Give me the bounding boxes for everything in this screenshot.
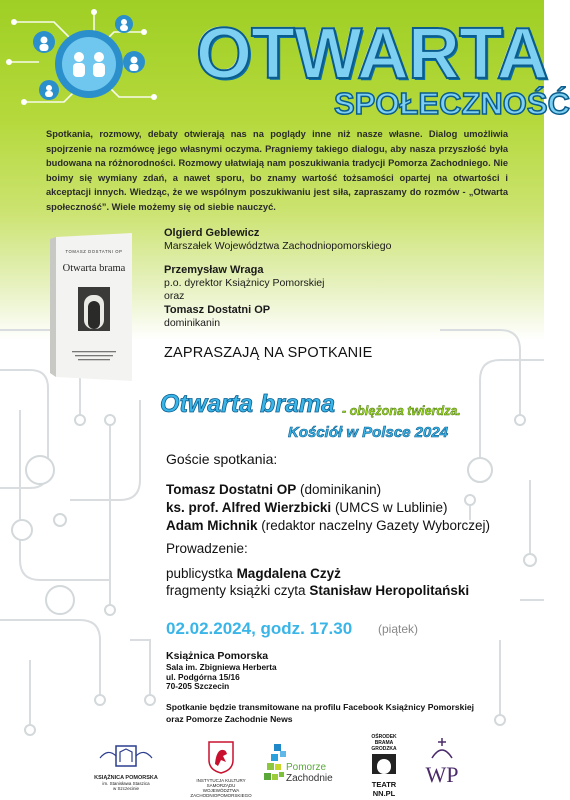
wp-text: WP — [425, 762, 459, 787]
ksiaznica-line: w Szczecinie — [112, 786, 139, 791]
lead-name: Stanisław Heropolitański — [309, 583, 470, 598]
title-sub: SPOŁECZNOŚĆ — [334, 86, 570, 121]
lead-row — [166, 565, 469, 582]
instytucja-kultury-logo — [188, 740, 254, 798]
venue-block — [166, 650, 277, 692]
guests-label: Goście spotkania: — [166, 451, 278, 467]
host-name: Tomasz Dostatni OP — [164, 304, 271, 316]
lead-row — [166, 582, 469, 599]
venue-name: Książnica Pomorska — [166, 650, 269, 662]
ksiaznica-line: im. Stanisława Staszica — [102, 781, 150, 786]
teatr-line: OŚRODEK — [371, 734, 397, 740]
host-name: Olgierd Geblewicz — [164, 227, 260, 239]
venue-line: 70-205 Szczecin — [166, 681, 230, 692]
event-title: Otwarta brama — [160, 390, 336, 418]
guest-row — [166, 517, 490, 535]
wp-church-icon — [420, 736, 464, 788]
guests-list — [166, 481, 490, 535]
event-subtitle-2: Kościół w Polsce 2024 — [288, 424, 449, 441]
community-network-graphic — [4, 2, 164, 122]
ksiaznica-line: KSIĄŻNICA POMORSKA — [94, 775, 158, 781]
guest-desc: (UMCS w Lublinie) — [334, 500, 448, 515]
ksiaznica-pomorska-logo — [90, 744, 162, 791]
book-author: TOMASZ DOSTATNI OP — [65, 249, 123, 254]
event-weekday: (piątek) — [378, 622, 419, 636]
guest-name: ks. prof. Alfred Wierzbicki — [166, 500, 332, 515]
teatr-line: TEATR NN.PL — [371, 780, 397, 798]
lead-prefix: fragmenty książki czyta — [166, 583, 306, 598]
wp-logo — [420, 736, 464, 792]
host-joiner: oraz — [164, 290, 185, 302]
title-main: OTWARTA — [196, 14, 548, 94]
guest-desc: (redaktor naczelny Gazety Wyborczej) — [261, 518, 490, 533]
stream-line: Spotkanie będzie transmitowane na profilu Facebook Książnicy Pomorskiej — [166, 702, 475, 712]
lead-list — [166, 565, 469, 599]
intro-paragraph: Spotkania, rozmowy, debaty otwierają nas na poglądy inne niż nasze własne. Dialog umożliwia spojrzenie na rozmówcę jego własnymi oczyma. Pragniemy takiego dialogu, aby nasza przyszłość była budowana na różnorodności. Rozmowy ułatwiają nam poszukiwania tradycji Pomorza Zachodniego. Nie boimy się wymiany zdań, a nawet sporu, bo znamy wartość tożsamości opartej na otwartości i akceptacji innych. Wiedząc, że we wspólnym poszukiwaniu jest siła, zapraszamy do rozmów - „Otwarta społeczność”. Wiele możemy się od siebie nauczyć. — [46, 129, 508, 212]
host-role: Marszałek Województwa Zachodniopomorskiego — [164, 240, 392, 252]
instytucja-line: INSTYTUCJA KULTURY — [196, 778, 246, 783]
host-role: dominikanin — [164, 317, 221, 329]
lead-label: Prowadzenie: — [166, 541, 248, 556]
venue-line: Sala im. Zbigniewa Herberta — [166, 662, 277, 672]
pomorze-name — [286, 762, 333, 784]
guest-row — [166, 481, 490, 499]
partner-logos — [0, 730, 544, 800]
guest-name: Tomasz Dostatni OP — [166, 482, 297, 497]
guest-name: Adam Michnik — [166, 518, 258, 533]
hosts-block — [164, 226, 524, 330]
stream-line: oraz Pomorze Zachodnie News — [166, 713, 293, 724]
host-name: Przemysław Wraga — [164, 264, 264, 276]
pomorze-line: Pomorze — [286, 762, 327, 773]
book-cover-image — [50, 233, 132, 381]
teatr-nn-logo — [362, 734, 406, 798]
griffin-shield-icon — [188, 740, 254, 774]
host-role: p.o. dyrektor Książnicy Pomorskiej — [164, 277, 325, 289]
teatr-line: GRODZKA — [371, 746, 397, 752]
invite-heading: ZAPRASZAJĄ NA SPOTKANIE — [164, 345, 373, 361]
lead-prefix: publicystka — [166, 566, 233, 581]
venue-line: ul. Podgórna 15/16 — [166, 671, 240, 682]
instytucja-line: SAMORZĄDU WOJEWÓDZTWA — [202, 783, 240, 793]
teatr-line: BRAMA — [374, 740, 394, 746]
book-title: Otwarta brama — [62, 263, 126, 274]
ksiaznica-emblem-icon — [90, 744, 162, 772]
pomorze-zachodnie-logo — [262, 740, 340, 796]
event-datetime: 02.02.2024, godz. 17.30 — [166, 619, 353, 638]
gate-icon — [362, 752, 406, 776]
guest-row — [166, 499, 490, 517]
instytucja-line: ZACHODNIOPOMORSKIEGO — [190, 793, 252, 798]
pomorze-line: Zachodnie — [286, 773, 333, 784]
stream-info — [166, 702, 526, 725]
event-subtitle-1: - oblężona twierdza. — [342, 404, 461, 418]
guest-desc: (dominikanin) — [300, 482, 382, 497]
lead-name: Magdalena Czyż — [236, 566, 341, 581]
